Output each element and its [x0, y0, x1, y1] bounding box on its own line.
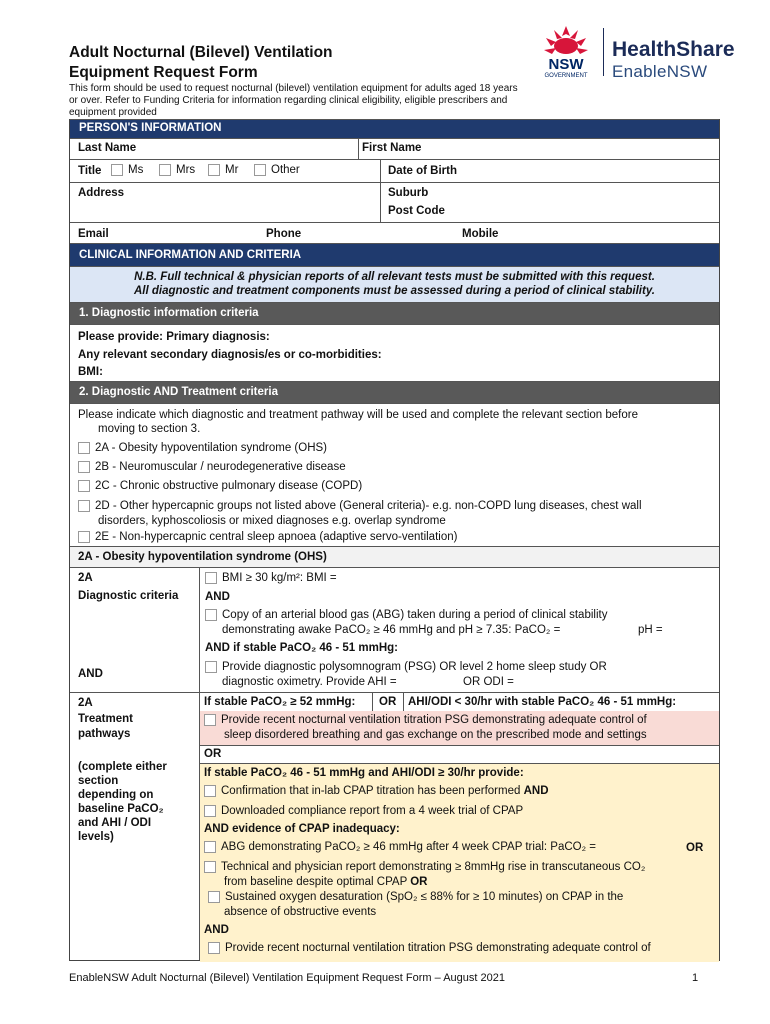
title-option-label: Other	[271, 164, 300, 177]
tp-header-a: If stable PaCO₂ ≥ 52 mmHg:	[204, 696, 356, 708]
clinical-note	[70, 266, 719, 302]
title-option-mr[interactable]	[208, 164, 238, 176]
compliance-label: Downloaded compliance report from a 4 week trial of CPAP	[221, 805, 524, 818]
treatment-note-line: (complete either	[78, 761, 167, 773]
checkbox[interactable]	[111, 164, 123, 176]
abg-criterion[interactable]	[205, 609, 607, 621]
waratah-icon	[536, 22, 596, 78]
tp-header-b: AHI/ODI < 30/hr with stable PaCO₂ 46 - 51 mmHg:	[408, 696, 677, 708]
nsw-logo	[536, 22, 596, 81]
dob-label: Date of Birth	[388, 165, 457, 177]
tp-header-or-cell	[372, 693, 404, 711]
title-option-mrs[interactable]	[159, 164, 195, 176]
bmi-label: BMI:	[78, 366, 103, 378]
treatment-note-line: and AHI / ODI	[78, 817, 152, 829]
footer-text: EnableNSW Adult Nocturnal (Bilevel) Ventilation Equipment Request Form – August 2021	[69, 972, 505, 984]
intro-text: This form should be used to request nocturnal (bilevel) ventilation equipment for adults aged 18 years or over. Refer to Funding Criteria for information regarding clinical eligibility, eligible prescribers and equipment provided	[69, 83, 518, 118]
clinical-note-line-1: N.B. Full technical & physician reports of all relevant tests must be submitted with this request.	[134, 271, 655, 283]
instruction-line-2: moving to section 3.	[98, 423, 201, 435]
tp-or: OR	[204, 748, 222, 760]
cpap-and: AND	[523, 785, 549, 798]
checkbox[interactable]	[205, 609, 217, 621]
ohs-diagnostic-block	[70, 567, 719, 692]
section1-heading: 1. Diagnostic information criteria	[70, 302, 719, 324]
tp-header-or: OR	[379, 696, 397, 708]
title-label: Title	[78, 165, 102, 177]
checkbox[interactable]	[204, 805, 216, 817]
desaturation-criterion[interactable]	[208, 891, 623, 903]
checkbox[interactable]	[78, 480, 90, 492]
titration-label: Provide recent nocturnal ventilation titration PSG demonstrating adequate control of	[221, 714, 647, 727]
psg-odi: OR ODI =	[463, 676, 514, 688]
cpap-header: If stable PaCO₂ 46 - 51 mmHg and AHI/ODI ≥ 30/hr provide:	[204, 767, 524, 779]
name-row	[70, 138, 719, 159]
pathway-option-label: 2E - Non-hypercapnic central sleep apnoea (adaptive servo-ventilation)	[95, 531, 458, 544]
title-row	[70, 159, 719, 182]
if-stable-label: AND if stable PaCO₂ 46 - 51 mmHg:	[205, 642, 398, 654]
treatment-note-line: baseline PaCO₂	[78, 803, 164, 815]
abg-line-2: demonstrating awake PaCO₂ ≥ 46 mmHg and pH ≥ 7.35: PaCO₂ =	[222, 624, 561, 636]
checkbox[interactable]	[254, 164, 266, 176]
contact-row	[70, 222, 719, 243]
person-heading: PERSON'S INFORMATION	[70, 119, 719, 138]
final-titration-criterion[interactable]	[208, 942, 651, 954]
email-label: Email	[78, 228, 109, 240]
titration-criterion[interactable]	[204, 714, 647, 726]
checkbox[interactable]	[204, 714, 216, 726]
treatment-note	[78, 760, 167, 844]
desaturation-label: Sustained oxygen desaturation (SpO₂ ≤ 88% for ≥ 10 minutes) on CPAP in the	[225, 891, 624, 904]
title-option-other[interactable]	[254, 164, 300, 176]
government-logo-text: GOVERNMENT	[544, 73, 588, 78]
psg-criterion[interactable]	[205, 661, 607, 673]
secondary-diagnosis-label: Any relevant secondary diagnosis/es or co-morbidities:	[78, 349, 382, 361]
section2-body	[70, 403, 719, 546]
transcutaneous-line-2-text: from baseline despite optimal CPAP	[224, 876, 408, 888]
title-option-ms[interactable]	[111, 164, 143, 176]
final-titration-label: Provide recent nocturnal ventilation titration PSG demonstrating adequate control of	[225, 942, 651, 955]
transcutaneous-criterion[interactable]	[204, 861, 645, 873]
bmi-criterion-label: BMI ≥ 30 kg/m²: BMI =	[222, 572, 337, 585]
transcutaneous-or: OR	[410, 876, 428, 888]
title-option-label: Mrs	[176, 164, 196, 177]
psg-criterion-label: Provide diagnostic polysomnogram (PSG) OR level 2 home sleep study OR	[222, 661, 607, 674]
primary-diagnosis-label: Please provide: Primary diagnosis:	[78, 331, 270, 343]
instruction-line-1: Please indicate which diagnostic and treatment pathway will be used and complete the relevant section before	[78, 409, 639, 421]
pathway-option-label: 2D - Other hypercapnic groups not listed above (General criteria)- e.g. non-COPD lung diseases, chest wall	[95, 500, 642, 513]
inadequacy-label: AND evidence of CPAP inadequacy:	[204, 823, 400, 835]
treatment-label: Treatment	[78, 713, 133, 725]
transcutaneous-line-2	[224, 876, 427, 888]
clinical-note-line-2: All diagnostic and treatment components must be assessed during a period of clinical stability.	[133, 285, 655, 297]
cpap-titration-label: Confirmation that in-lab CPAP titration has been performed	[221, 785, 521, 798]
healthshare-brand	[612, 38, 735, 82]
cpap-and-2: AND	[204, 924, 229, 936]
tp-header-row	[200, 693, 719, 712]
diagnostic-and-label: AND	[78, 668, 103, 680]
treatment-note-line: section	[78, 775, 119, 787]
page-number: 1	[692, 972, 699, 984]
checkbox[interactable]	[78, 461, 90, 473]
diagnostic-criteria-label: Diagnostic criteria	[78, 590, 179, 602]
tp-2a-label: 2A	[78, 697, 93, 709]
abg-cpap-criterion[interactable]	[204, 841, 596, 853]
brand-line-1: HealthShare	[612, 38, 735, 61]
address-row	[70, 182, 719, 222]
checkbox[interactable]	[78, 531, 90, 543]
abg-criterion-label: Copy of an arterial blood gas (ABG) taken during a period of clinical stability	[222, 609, 608, 622]
ohs-2a-label: 2A	[78, 572, 93, 584]
checkbox[interactable]	[78, 442, 90, 454]
treatment-note-line: levels)	[78, 831, 114, 843]
pathway-option-label: 2C - Chronic obstructive pulmonary disease (COPD)	[95, 480, 363, 493]
desaturation-line-2: absence of obstructive events	[224, 906, 377, 918]
checkbox[interactable]	[205, 661, 217, 673]
pathway-option-2b[interactable]	[78, 461, 346, 473]
suburb-label: Suburb	[388, 187, 429, 199]
pathway-option-2d[interactable]	[78, 500, 642, 512]
psg-line-2: diagnostic oximetry. Provide AHI =	[222, 676, 397, 688]
checkbox[interactable]	[208, 891, 220, 903]
phone-label: Phone	[266, 228, 302, 240]
cpap-titration-criterion[interactable]	[204, 785, 549, 797]
checkbox[interactable]	[208, 164, 220, 176]
titration-line-2: sleep disordered breathing and gas exchange on the prescribed mode and settings	[224, 729, 647, 741]
postcode-label: Post Code	[388, 205, 445, 217]
pathways-label: pathways	[78, 728, 131, 740]
checkbox[interactable]	[159, 164, 171, 176]
checkbox[interactable]	[78, 500, 90, 512]
compliance-criterion[interactable]	[204, 805, 523, 817]
brand-line-2: EnableNSW	[612, 62, 708, 81]
ohs-treatment-block	[70, 692, 719, 960]
pathway-option-label: 2A - Obesity hypoventilation syndrome (OHS)	[95, 442, 328, 455]
pathway-option-2d-line-2: disorders, kyphoscoliosis or mixed diagnoses e.g. overlap syndrome	[98, 515, 446, 527]
diag-and-1: AND	[205, 591, 230, 603]
address-label: Address	[78, 187, 125, 199]
pathway-option-2e[interactable]	[78, 531, 457, 543]
section2-heading: 2. Diagnostic AND Treatment criteria	[70, 381, 719, 403]
pathway-option-label: 2B - Neuromuscular / neurodegenerative disease	[95, 461, 346, 474]
title-line-1: Adult Nocturnal (Bilevel) Ventilation	[69, 44, 333, 61]
title-line-2: Equipment Request Form	[69, 64, 258, 81]
abg-cpap-label: ABG demonstrating PaCO₂ ≥ 46 mmHg after 4 week CPAP trial: PaCO₂ =	[221, 841, 596, 854]
ohs-heading: 2A - Obesity hypoventilation syndrome (OHS)	[70, 546, 719, 567]
first-name-label: First Name	[362, 142, 422, 154]
checkbox[interactable]	[204, 785, 216, 797]
treatment-note-line: depending on	[78, 789, 154, 801]
form-title	[69, 43, 333, 83]
abg-ph: pH =	[638, 624, 663, 636]
title-option-label: Mr	[225, 164, 239, 177]
checkbox[interactable]	[204, 861, 216, 873]
checkbox[interactable]	[204, 841, 216, 853]
bmi-criterion[interactable]	[205, 572, 337, 584]
checkbox[interactable]	[208, 942, 220, 954]
titration-row	[200, 711, 719, 746]
pathway-option-2c[interactable]	[78, 480, 362, 492]
checkbox[interactable]	[205, 572, 217, 584]
abg-cpap-or: OR	[686, 842, 704, 854]
request-form	[69, 119, 720, 961]
nsw-logo-text: NSW	[548, 56, 584, 73]
mobile-label: Mobile	[462, 228, 499, 240]
clinical-heading: CLINICAL INFORMATION AND CRITERIA	[70, 243, 719, 266]
logo-divider	[603, 28, 604, 76]
section1-body	[70, 324, 719, 381]
last-name-label: Last Name	[78, 142, 137, 154]
title-option-label: Ms	[128, 164, 144, 177]
transcutaneous-label: Technical and physician report demonstrating ≥ 8mmHg rise in transcutaneous CO₂	[221, 861, 646, 874]
pathway-option-2a[interactable]	[78, 442, 327, 454]
cpap-block	[200, 763, 719, 962]
